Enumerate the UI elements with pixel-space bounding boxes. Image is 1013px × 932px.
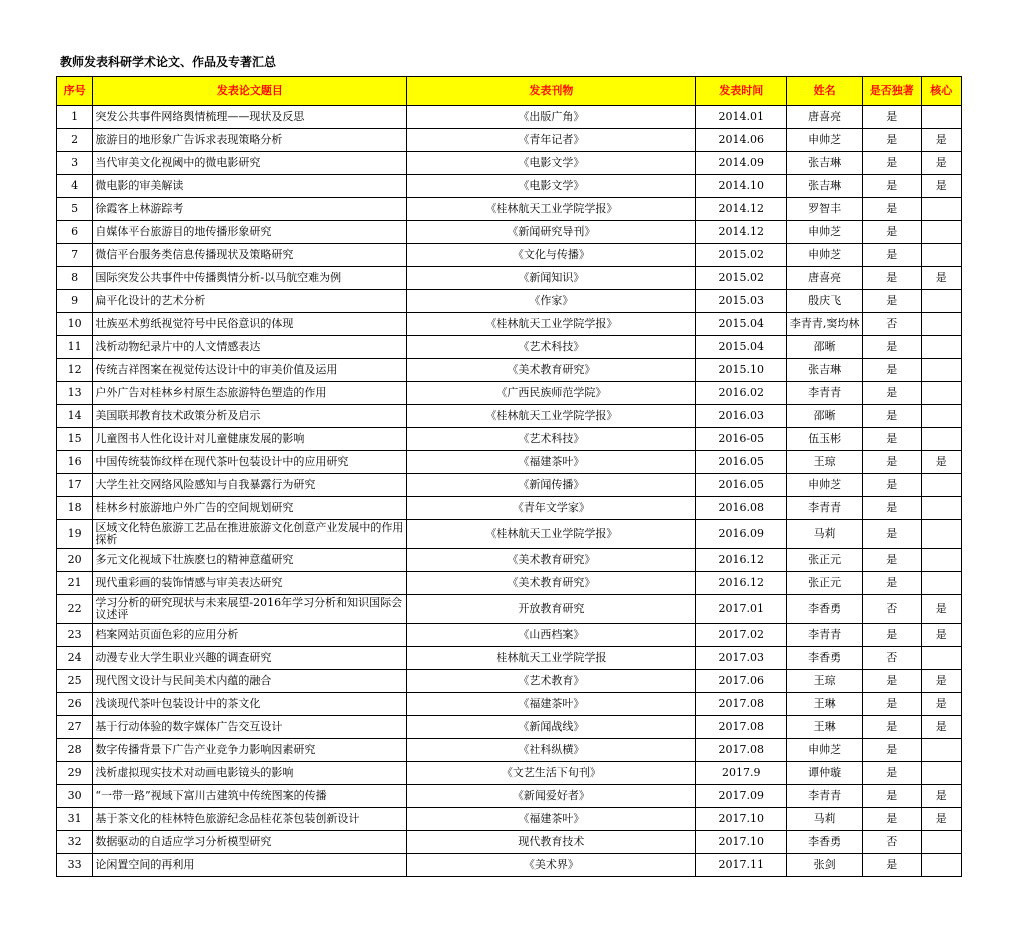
table-row (57, 595, 962, 624)
cell-name[interactable]: 李青青 (787, 497, 863, 520)
table-row (57, 572, 962, 595)
table-row (57, 549, 962, 572)
cell-no[interactable]: 30 (57, 785, 93, 808)
cell-solo[interactable]: 是 (862, 808, 921, 831)
header-row (57, 77, 962, 106)
cell-date[interactable]: 2016.12 (696, 572, 787, 595)
header-core[interactable]: 核心 (921, 77, 961, 106)
cell-solo[interactable]: 是 (862, 290, 921, 313)
cell-name[interactable]: 李青青 (787, 624, 863, 647)
cell-core[interactable]: 是 (921, 808, 961, 831)
table-row (57, 313, 962, 336)
cell-title[interactable]: 论闲置空间的再利用 (93, 854, 407, 877)
table-row (57, 244, 962, 267)
cell-title[interactable]: 区域文化特色旅游工艺品在推进旅游文化创意产业发展中的作用探析 (93, 520, 407, 549)
cell-solo[interactable]: 是 (862, 693, 921, 716)
cell-solo[interactable]: 是 (862, 198, 921, 221)
cell-no[interactable]: 18 (57, 497, 93, 520)
cell-no[interactable]: 25 (57, 670, 93, 693)
cell-date[interactable]: 2017.08 (696, 716, 787, 739)
cell-core[interactable] (921, 359, 961, 382)
table-row (57, 854, 962, 877)
cell-no[interactable]: 4 (57, 175, 93, 198)
cell-core[interactable] (921, 106, 961, 129)
cell-name[interactable]: 张正元 (787, 549, 863, 572)
header-no[interactable]: 序号 (57, 77, 93, 106)
cell-date[interactable]: 2017.10 (696, 831, 787, 854)
cell-no[interactable]: 31 (57, 808, 93, 831)
table-row (57, 624, 962, 647)
cell-core[interactable]: 是 (921, 595, 961, 624)
cell-date[interactable]: 2017.01 (696, 595, 787, 624)
cell-journal[interactable]: 《福建茶叶》 (407, 693, 696, 716)
table-row (57, 808, 962, 831)
cell-journal[interactable]: 《艺术教育》 (407, 670, 696, 693)
cell-core[interactable]: 是 (921, 693, 961, 716)
table-row (57, 106, 962, 129)
cell-no[interactable]: 6 (57, 221, 93, 244)
table-row (57, 290, 962, 313)
cell-journal[interactable]: 《电影文学》 (407, 175, 696, 198)
cell-date[interactable]: 2015.04 (696, 336, 787, 359)
cell-journal[interactable]: 现代教育技术 (407, 831, 696, 854)
cell-solo[interactable]: 是 (862, 336, 921, 359)
table-row (57, 359, 962, 382)
header-name[interactable]: 姓名 (787, 77, 863, 106)
cell-name[interactable]: 张吉琳 (787, 359, 863, 382)
cell-core[interactable] (921, 572, 961, 595)
cell-journal[interactable]: 《作家》 (407, 290, 696, 313)
cell-name[interactable]: 邵晰 (787, 405, 863, 428)
cell-journal[interactable]: 《新闻爱好者》 (407, 785, 696, 808)
table-row (57, 497, 962, 520)
cell-title[interactable]: 自媒体平台旅游目的地传播形象研究 (93, 221, 407, 244)
cell-name[interactable]: 王琼 (787, 670, 863, 693)
cell-no[interactable]: 22 (57, 595, 93, 624)
cell-solo[interactable]: 是 (862, 549, 921, 572)
table-row (57, 129, 962, 152)
cell-title[interactable]: 当代审美文化视阈中的微电影研究 (93, 152, 407, 175)
cell-name[interactable]: 申帅芝 (787, 221, 863, 244)
cell-date[interactable]: 2016.05 (696, 451, 787, 474)
cell-no[interactable]: 10 (57, 313, 93, 336)
table-row (57, 831, 962, 854)
cell-date[interactable]: 2014.09 (696, 152, 787, 175)
cell-journal[interactable]: 《电影文学》 (407, 152, 696, 175)
cell-core[interactable] (921, 290, 961, 313)
cell-journal[interactable]: 《文艺生活下旬刊》 (407, 762, 696, 785)
cell-journal[interactable]: 《山西档案》 (407, 624, 696, 647)
cell-title[interactable]: 浅析动物纪录片中的人文情感表达 (93, 336, 407, 359)
cell-name[interactable]: 申帅芝 (787, 129, 863, 152)
cell-journal[interactable]: 《艺术科技》 (407, 336, 696, 359)
header-date[interactable]: 发表时间 (696, 77, 787, 106)
cell-solo[interactable]: 是 (862, 624, 921, 647)
cell-core[interactable] (921, 405, 961, 428)
cell-name[interactable]: 殷庆飞 (787, 290, 863, 313)
cell-no[interactable]: 19 (57, 520, 93, 549)
cell-name[interactable]: 张正元 (787, 572, 863, 595)
cell-solo[interactable]: 是 (862, 267, 921, 290)
cell-title[interactable]: 大学生社交网络风险感知与自我暴露行为研究 (93, 474, 407, 497)
cell-core[interactable]: 是 (921, 716, 961, 739)
cell-solo[interactable]: 否 (862, 647, 921, 670)
cell-core[interactable] (921, 198, 961, 221)
table-row (57, 647, 962, 670)
table-row (57, 405, 962, 428)
table-row (57, 451, 962, 474)
cell-core[interactable] (921, 520, 961, 549)
cell-name[interactable]: 唐喜亮 (787, 106, 863, 129)
cell-solo[interactable]: 是 (862, 405, 921, 428)
table-row (57, 221, 962, 244)
cell-title[interactable]: 突发公共事件网络舆情梳理——现状及反思 (93, 106, 407, 129)
cell-solo[interactable]: 是 (862, 451, 921, 474)
cell-no[interactable]: 17 (57, 474, 93, 497)
cell-core[interactable] (921, 497, 961, 520)
cell-journal[interactable]: 《艺术科技》 (407, 428, 696, 451)
cell-date[interactable]: 2017.08 (696, 739, 787, 762)
cell-core[interactable]: 是 (921, 152, 961, 175)
cell-date[interactable]: 2014.01 (696, 106, 787, 129)
cell-core[interactable] (921, 221, 961, 244)
cell-title[interactable]: 儿童图书人性化设计对儿童健康发展的影响 (93, 428, 407, 451)
cell-name[interactable]: 李香勇 (787, 831, 863, 854)
cell-date[interactable]: 2017.03 (696, 647, 787, 670)
cell-title[interactable]: 现代图文设计与民间美术内蕴的融合 (93, 670, 407, 693)
cell-core[interactable]: 是 (921, 267, 961, 290)
cell-title[interactable]: 户外广告对桂林乡村原生态旅游特色塑造的作用 (93, 382, 407, 405)
cell-core[interactable]: 是 (921, 785, 961, 808)
cell-journal[interactable]: 《桂林航天工业学院学报》 (407, 520, 696, 549)
cell-title[interactable]: 国际突发公共事件中传播舆情分析-以马航空难为例 (93, 267, 407, 290)
header-journal[interactable]: 发表刊物 (407, 77, 696, 106)
cell-date[interactable]: 2015.04 (696, 313, 787, 336)
cell-no[interactable]: 27 (57, 716, 93, 739)
table-row (57, 198, 962, 221)
cell-name[interactable]: 罗智丰 (787, 198, 863, 221)
cell-title[interactable]: 旅游目的地形象广告诉求表现策略分析 (93, 129, 407, 152)
cell-name[interactable]: 马莉 (787, 808, 863, 831)
cell-title[interactable]: 中国传统装饰纹样在现代茶叶包装设计中的应用研究 (93, 451, 407, 474)
table-row (57, 716, 962, 739)
cell-solo[interactable]: 是 (862, 785, 921, 808)
cell-journal[interactable]: 《福建茶叶》 (407, 808, 696, 831)
cell-no[interactable]: 20 (57, 549, 93, 572)
cell-journal[interactable]: 《青年文学家》 (407, 497, 696, 520)
sheet-title: 教师发表科研学术论文、作品及专著汇总 (60, 55, 277, 69)
cell-no[interactable]: 14 (57, 405, 93, 428)
cell-date[interactable]: 2014.06 (696, 129, 787, 152)
cell-title[interactable]: 微电影的审美解读 (93, 175, 407, 198)
cell-journal[interactable]: 《美术教育研究》 (407, 549, 696, 572)
cell-core[interactable] (921, 739, 961, 762)
cell-date[interactable]: 2016.03 (696, 405, 787, 428)
cell-core[interactable]: 是 (921, 670, 961, 693)
cell-journal[interactable]: 《福建茶叶》 (407, 451, 696, 474)
cell-no[interactable]: 11 (57, 336, 93, 359)
cell-no[interactable]: 26 (57, 693, 93, 716)
cell-no[interactable]: 7 (57, 244, 93, 267)
cell-date[interactable]: 2017.09 (696, 785, 787, 808)
cell-solo[interactable]: 否 (862, 831, 921, 854)
cell-core[interactable]: 是 (921, 175, 961, 198)
table-row (57, 382, 962, 405)
cell-solo[interactable]: 是 (862, 762, 921, 785)
cell-name[interactable]: 李青青 (787, 785, 863, 808)
cell-core[interactable] (921, 854, 961, 877)
cell-date[interactable]: 2014.12 (696, 198, 787, 221)
cell-title[interactable]: 学习分析的研究现状与未来展望-2016年学习分析和知识国际会议述评 (93, 595, 407, 624)
cell-no[interactable]: 21 (57, 572, 93, 595)
cell-name[interactable]: 马莉 (787, 520, 863, 549)
cell-journal[interactable]: 《社科纵横》 (407, 739, 696, 762)
cell-solo[interactable]: 是 (862, 106, 921, 129)
cell-journal[interactable]: 《新闻知识》 (407, 267, 696, 290)
cell-core[interactable] (921, 831, 961, 854)
table-row (57, 267, 962, 290)
cell-name[interactable]: 李青青 (787, 382, 863, 405)
cell-date[interactable]: 2014.12 (696, 221, 787, 244)
cell-solo[interactable]: 是 (862, 474, 921, 497)
cell-core[interactable] (921, 244, 961, 267)
cell-no[interactable]: 15 (57, 428, 93, 451)
cell-name[interactable]: 张吉琳 (787, 152, 863, 175)
cell-title[interactable]: 基于茶文化的桂林特色旅游纪念品桂花茶包装创新设计 (93, 808, 407, 831)
cell-no[interactable]: 13 (57, 382, 93, 405)
cell-title[interactable]: 徐霞客上林游踪考 (93, 198, 407, 221)
header-title[interactable]: 发表论文题目 (93, 77, 407, 106)
cell-title[interactable]: 桂林乡村旅游地户外广告的空间规划研究 (93, 497, 407, 520)
cell-solo[interactable]: 是 (862, 716, 921, 739)
cell-date[interactable]: 2014.10 (696, 175, 787, 198)
cell-name[interactable]: 伍玉彬 (787, 428, 863, 451)
cell-solo[interactable]: 否 (862, 313, 921, 336)
cell-no[interactable]: 28 (57, 739, 93, 762)
cell-no[interactable]: 1 (57, 106, 93, 129)
cell-date[interactable]: 2016.08 (696, 497, 787, 520)
cell-core[interactable]: 是 (921, 624, 961, 647)
cell-name[interactable]: 申帅芝 (787, 474, 863, 497)
cell-title[interactable]: 数字传播背景下广告产业竞争力影响因素研究 (93, 739, 407, 762)
cell-title[interactable]: 浅析虚拟现实技术对动画电影镜头的影响 (93, 762, 407, 785)
cell-core[interactable] (921, 382, 961, 405)
cell-title[interactable]: 动漫专业大学生职业兴趣的调查研究 (93, 647, 407, 670)
cell-solo[interactable]: 是 (862, 572, 921, 595)
cell-core[interactable]: 是 (921, 129, 961, 152)
cell-solo[interactable]: 是 (862, 739, 921, 762)
cell-solo[interactable]: 是 (862, 129, 921, 152)
cell-no[interactable]: 33 (57, 854, 93, 877)
cell-date[interactable]: 2016.12 (696, 549, 787, 572)
cell-title[interactable]: 壮族巫术剪纸视觉符号中民俗意识的体现 (93, 313, 407, 336)
cell-title[interactable]: “一带一路”视域下富川古建筑中传统图案的传播 (93, 785, 407, 808)
cell-solo[interactable]: 是 (862, 497, 921, 520)
cell-no[interactable]: 16 (57, 451, 93, 474)
cell-core[interactable] (921, 428, 961, 451)
cell-no[interactable]: 2 (57, 129, 93, 152)
cell-no[interactable]: 24 (57, 647, 93, 670)
table-row (57, 474, 962, 497)
table-row (57, 175, 962, 198)
cell-journal[interactable]: 《桂林航天工业学院学报》 (407, 198, 696, 221)
cell-journal[interactable]: 桂林航天工业学院学报 (407, 647, 696, 670)
cell-date[interactable]: 2015.03 (696, 290, 787, 313)
cell-core[interactable] (921, 313, 961, 336)
table-row (57, 428, 962, 451)
cell-core[interactable]: 是 (921, 451, 961, 474)
cell-solo[interactable]: 是 (862, 244, 921, 267)
cell-journal[interactable]: 《新闻战线》 (407, 716, 696, 739)
cell-solo[interactable]: 是 (862, 520, 921, 549)
cell-name[interactable]: 谭仲璇 (787, 762, 863, 785)
cell-journal[interactable]: 《桂林航天工业学院学报》 (407, 313, 696, 336)
cell-name[interactable]: 李香勇 (787, 595, 863, 624)
cell-solo[interactable]: 是 (862, 382, 921, 405)
cell-solo[interactable]: 是 (862, 670, 921, 693)
cell-journal[interactable]: 《美术教育研究》 (407, 359, 696, 382)
cell-date[interactable]: 2017.10 (696, 808, 787, 831)
cell-title[interactable]: 数据驱动的自适应学习分析模型研究 (93, 831, 407, 854)
cell-journal[interactable]: 《美术界》 (407, 854, 696, 877)
cell-name[interactable]: 王琳 (787, 716, 863, 739)
cell-date[interactable]: 2015.02 (696, 267, 787, 290)
cell-date[interactable]: 2016.09 (696, 520, 787, 549)
cell-date[interactable]: 2017.08 (696, 693, 787, 716)
cell-title[interactable]: 微信平台服务类信息传播现状及策略研究 (93, 244, 407, 267)
cell-journal[interactable]: 《出版广角》 (407, 106, 696, 129)
cell-journal[interactable]: 《新闻传播》 (407, 474, 696, 497)
cell-name[interactable]: 李香勇 (787, 647, 863, 670)
cell-title[interactable]: 现代重彩画的装饰情感与审美表达研究 (93, 572, 407, 595)
cell-no[interactable]: 12 (57, 359, 93, 382)
cell-name[interactable]: 张吉琳 (787, 175, 863, 198)
cell-no[interactable]: 32 (57, 831, 93, 854)
table-row (57, 670, 962, 693)
cell-core[interactable] (921, 549, 961, 572)
cell-journal[interactable]: 开放教育研究 (407, 595, 696, 624)
cell-name[interactable]: 唐喜亮 (787, 267, 863, 290)
cell-no[interactable]: 23 (57, 624, 93, 647)
cell-solo[interactable]: 是 (862, 428, 921, 451)
cell-title[interactable]: 美国联邦教育技术政策分析及启示 (93, 405, 407, 428)
cell-core[interactable] (921, 647, 961, 670)
cell-date[interactable]: 2016.02 (696, 382, 787, 405)
cell-no[interactable]: 5 (57, 198, 93, 221)
table-row (57, 739, 962, 762)
table-row (57, 152, 962, 175)
papers-table (56, 76, 962, 877)
cell-title[interactable]: 浅谈现代茶叶包装设计中的茶文化 (93, 693, 407, 716)
cell-title[interactable]: 基于行动体验的数字媒体广告交互设计 (93, 716, 407, 739)
table-row (57, 693, 962, 716)
cell-journal[interactable]: 《新闻研究导刊》 (407, 221, 696, 244)
cell-title[interactable]: 传统吉祥图案在视觉传达设计中的审美价值及运用 (93, 359, 407, 382)
table-row (57, 520, 962, 549)
cell-journal[interactable]: 《文化与传播》 (407, 244, 696, 267)
cell-date[interactable]: 2017.11 (696, 854, 787, 877)
table-row (57, 336, 962, 359)
cell-name[interactable]: 王琳 (787, 693, 863, 716)
table-row (57, 785, 962, 808)
cell-title[interactable]: 档案网站页面色彩的应用分析 (93, 624, 407, 647)
cell-date[interactable]: 2015.10 (696, 359, 787, 382)
cell-journal[interactable]: 《美术教育研究》 (407, 572, 696, 595)
cell-solo[interactable]: 是 (862, 152, 921, 175)
cell-core[interactable] (921, 474, 961, 497)
cell-date[interactable]: 2015.02 (696, 244, 787, 267)
cell-journal[interactable]: 《青年记者》 (407, 129, 696, 152)
cell-date[interactable]: 2016-05 (696, 428, 787, 451)
table-row (57, 762, 962, 785)
cell-solo[interactable]: 是 (862, 359, 921, 382)
cell-name[interactable]: 李青青,窦均林 (787, 313, 863, 336)
cell-date[interactable]: 2016.05 (696, 474, 787, 497)
cell-title[interactable]: 扁平化设计的艺术分析 (93, 290, 407, 313)
header-solo[interactable]: 是否独著 (862, 77, 921, 106)
cell-no[interactable]: 9 (57, 290, 93, 313)
cell-title[interactable]: 多元文化视域下壮族麽乜的精神意蕴研究 (93, 549, 407, 572)
cell-solo[interactable]: 是 (862, 175, 921, 198)
cell-date[interactable]: 2017.06 (696, 670, 787, 693)
cell-journal[interactable]: 《广西民族师范学院》 (407, 382, 696, 405)
cell-no[interactable]: 8 (57, 267, 93, 290)
cell-name[interactable]: 申帅芝 (787, 244, 863, 267)
cell-core[interactable] (921, 336, 961, 359)
cell-solo[interactable]: 是 (862, 221, 921, 244)
cell-no[interactable]: 3 (57, 152, 93, 175)
cell-name[interactable]: 申帅芝 (787, 739, 863, 762)
cell-date[interactable]: 2017.02 (696, 624, 787, 647)
cell-no[interactable]: 29 (57, 762, 93, 785)
cell-solo[interactable]: 否 (862, 595, 921, 624)
cell-name[interactable]: 王琼 (787, 451, 863, 474)
cell-solo[interactable]: 是 (862, 854, 921, 877)
cell-name[interactable]: 邵晰 (787, 336, 863, 359)
cell-core[interactable] (921, 762, 961, 785)
cell-date[interactable]: 2017.9 (696, 762, 787, 785)
cell-name[interactable]: 张剑 (787, 854, 863, 877)
cell-journal[interactable]: 《桂林航天工业学院学报》 (407, 405, 696, 428)
